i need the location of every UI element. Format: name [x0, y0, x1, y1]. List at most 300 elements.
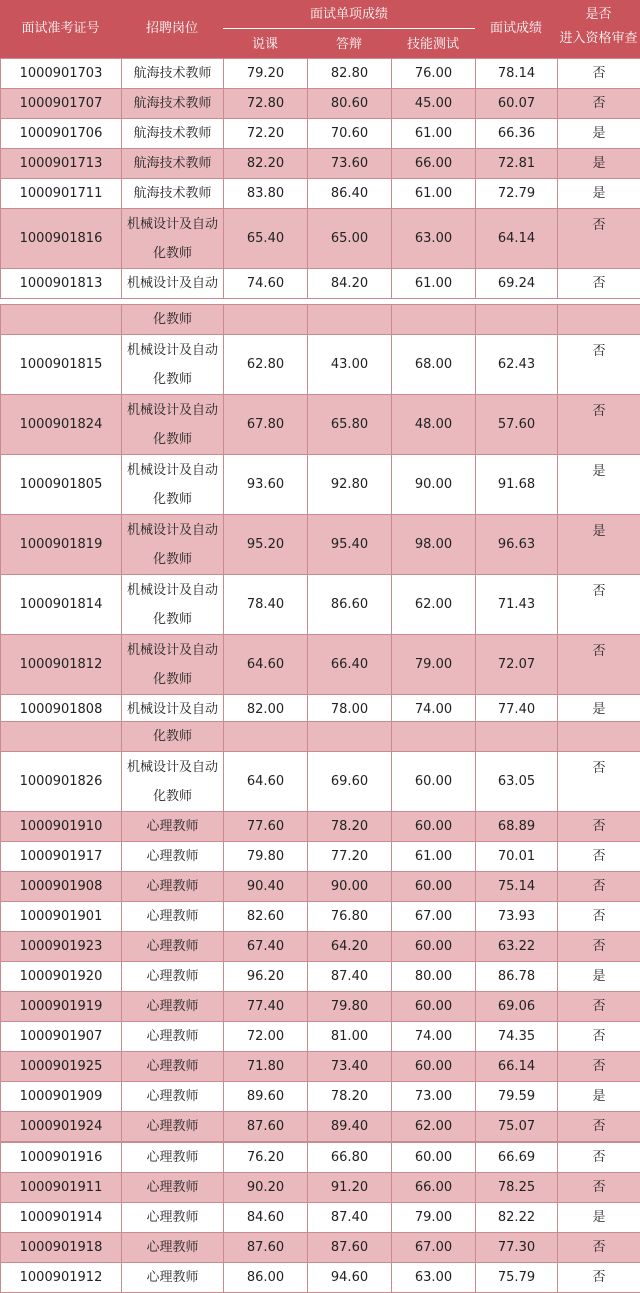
table-row	[1, 872, 640, 902]
skill-cell: 79.00	[392, 635, 476, 695]
qualify-cell: 否	[558, 59, 640, 89]
defense-cell: 65.00	[308, 209, 392, 269]
position-line: 机械设计及自动	[122, 396, 223, 425]
lecture-cell: 65.40	[224, 209, 308, 269]
position-cell	[122, 1173, 224, 1203]
defense-cell: 95.40	[308, 515, 392, 575]
position-line: 机械设计及自动	[122, 210, 223, 239]
position-cell	[122, 455, 224, 515]
score-table	[0, 58, 640, 299]
defense-cell: 94.60	[308, 1263, 392, 1293]
position-cell	[122, 119, 224, 149]
defense-cell	[308, 305, 392, 335]
qualify-cell: 否	[558, 1173, 640, 1203]
position-line: 化教师	[122, 485, 223, 514]
defense-cell: 78.20	[308, 812, 392, 842]
exam-id-cell	[1, 305, 122, 335]
table-row	[1, 335, 640, 395]
position-cell	[122, 902, 224, 932]
score-cell: 66.36	[476, 119, 558, 149]
defense-cell: 73.40	[308, 1052, 392, 1082]
skill-cell: 62.00	[392, 1112, 476, 1142]
table-row	[1, 515, 640, 575]
position-cell	[122, 1112, 224, 1142]
exam-id-cell: 1000901925	[1, 1052, 122, 1082]
position-line: 化教师	[122, 722, 223, 751]
table-row	[1, 89, 640, 119]
table-row	[1, 635, 640, 695]
defense-cell: 73.60	[308, 149, 392, 179]
exam-id-cell: 1000901711	[1, 179, 122, 209]
header-divider	[223, 28, 475, 29]
table-row	[1, 1263, 640, 1293]
position-cell	[122, 1022, 224, 1052]
defense-cell: 79.80	[308, 992, 392, 1022]
position-line: 心理教师	[122, 932, 223, 961]
position-cell	[122, 842, 224, 872]
lecture-cell: 79.80	[224, 842, 308, 872]
skill-cell: 60.00	[392, 1143, 476, 1173]
exam-id-cell: 1000901908	[1, 872, 122, 902]
qualify-cell: 否	[558, 1233, 640, 1263]
skill-cell: 61.00	[392, 179, 476, 209]
table-row	[1, 1052, 640, 1082]
lecture-cell: 74.60	[224, 269, 308, 299]
defense-cell: 87.40	[308, 962, 392, 992]
qualify-cell: 是	[558, 1082, 640, 1112]
lecture-cell: 67.40	[224, 932, 308, 962]
score-cell: 91.68	[476, 455, 558, 515]
defense-cell: 76.80	[308, 902, 392, 932]
skill-cell	[392, 722, 476, 752]
position-line: 心理教师	[122, 1022, 223, 1051]
qualify-cell: 是	[558, 515, 640, 575]
position-cell	[122, 752, 224, 812]
table-row	[1, 1233, 640, 1263]
score-cell: 78.25	[476, 1173, 558, 1203]
position-cell	[122, 575, 224, 635]
position-line: 心理教师	[122, 992, 223, 1021]
position-cell	[122, 962, 224, 992]
skill-cell	[392, 305, 476, 335]
position-cell	[122, 1082, 224, 1112]
exam-id-cell: 1000901815	[1, 335, 122, 395]
qualify-cell: 是	[558, 119, 640, 149]
score-cell: 82.22	[476, 1203, 558, 1233]
exam-id-cell: 1000901916	[1, 1143, 122, 1173]
skill-cell: 67.00	[392, 902, 476, 932]
position-cell	[122, 149, 224, 179]
header-score: 面试成绩	[475, 21, 557, 37]
position-cell	[122, 395, 224, 455]
exam-id-cell: 1000901813	[1, 269, 122, 299]
score-cell: 66.14	[476, 1052, 558, 1082]
qualify-cell: 是	[558, 179, 640, 209]
exam-id-cell: 1000901814	[1, 575, 122, 635]
position-cell	[122, 872, 224, 902]
position-line: 化教师	[122, 425, 223, 454]
defense-cell: 89.40	[308, 1112, 392, 1142]
position-cell	[122, 305, 224, 335]
position-line: 心理教师	[122, 872, 223, 901]
table-row	[1, 932, 640, 962]
exam-id-cell: 1000901713	[1, 149, 122, 179]
lecture-cell: 72.20	[224, 119, 308, 149]
exam-id-cell: 1000901808	[1, 695, 122, 725]
score-cell: 63.22	[476, 932, 558, 962]
position-cell	[122, 515, 224, 575]
qualify-cell: 否	[558, 89, 640, 119]
table-row	[1, 1143, 640, 1173]
table-block-4	[0, 1142, 640, 1293]
table-row	[1, 305, 640, 335]
skill-cell: 61.00	[392, 119, 476, 149]
table-row	[1, 179, 640, 209]
skill-cell: 67.00	[392, 1233, 476, 1263]
lecture-cell: 83.80	[224, 179, 308, 209]
position-cell	[122, 209, 224, 269]
table-block-2	[0, 304, 640, 725]
defense-cell: 65.80	[308, 395, 392, 455]
qualify-cell: 否	[558, 752, 640, 812]
score-cell: 96.63	[476, 515, 558, 575]
qualify-cell: 否	[558, 269, 640, 299]
position-line: 心理教师	[122, 1143, 223, 1172]
lecture-cell: 93.60	[224, 455, 308, 515]
qualify-cell	[558, 305, 640, 335]
table-row	[1, 149, 640, 179]
defense-cell: 86.60	[308, 575, 392, 635]
qualify-cell: 否	[558, 992, 640, 1022]
position-cell	[122, 932, 224, 962]
skill-cell: 74.00	[392, 695, 476, 725]
position-cell	[122, 992, 224, 1022]
exam-id-cell: 1000901923	[1, 932, 122, 962]
skill-cell: 74.00	[392, 1022, 476, 1052]
table-block-3	[0, 721, 640, 1142]
position-cell	[122, 179, 224, 209]
lecture-cell: 89.60	[224, 1082, 308, 1112]
header-group: 面试单项成绩	[223, 7, 475, 23]
lecture-cell: 90.40	[224, 872, 308, 902]
table-row	[1, 1173, 640, 1203]
header-qualify: 是否	[557, 7, 640, 23]
exam-id-cell: 1000901912	[1, 1263, 122, 1293]
score-cell: 69.06	[476, 992, 558, 1022]
exam-id-cell: 1000901924	[1, 1112, 122, 1142]
score-cell: 62.43	[476, 335, 558, 395]
qualify-cell: 是	[558, 695, 640, 725]
position-cell	[122, 812, 224, 842]
lecture-cell: 90.20	[224, 1173, 308, 1203]
skill-cell: 79.00	[392, 1203, 476, 1233]
position-line: 化教师	[122, 605, 223, 634]
qualify-cell: 否	[558, 1263, 640, 1293]
skill-cell: 60.00	[392, 872, 476, 902]
exam-id-cell: 1000901824	[1, 395, 122, 455]
qualify-cell: 否	[558, 1022, 640, 1052]
score-cell: 78.14	[476, 59, 558, 89]
table-row	[1, 59, 640, 89]
defense-cell: 84.20	[308, 269, 392, 299]
defense-cell: 87.40	[308, 1203, 392, 1233]
qualify-cell: 否	[558, 812, 640, 842]
skill-cell: 60.00	[392, 752, 476, 812]
position-line: 心理教师	[122, 1052, 223, 1081]
score-cell: 66.69	[476, 1143, 558, 1173]
qualify-cell: 否	[558, 395, 640, 455]
qualify-cell: 否	[558, 1143, 640, 1173]
lecture-cell: 77.40	[224, 992, 308, 1022]
score-cell: 75.07	[476, 1112, 558, 1142]
skill-cell: 66.00	[392, 1173, 476, 1203]
position-line: 航海技术教师	[122, 119, 223, 148]
score-cell: 60.07	[476, 89, 558, 119]
defense-cell: 78.00	[308, 695, 392, 725]
qualify-cell: 是	[558, 149, 640, 179]
defense-cell: 43.00	[308, 335, 392, 395]
header-qualify-2: 进入资格审查	[557, 31, 640, 47]
position-cell	[122, 1143, 224, 1173]
defense-cell: 82.80	[308, 59, 392, 89]
lecture-cell	[224, 305, 308, 335]
position-line: 心理教师	[122, 842, 223, 871]
skill-cell: 68.00	[392, 335, 476, 395]
table-block-1	[0, 58, 640, 299]
exam-id-cell: 1000901805	[1, 455, 122, 515]
score-table	[0, 721, 640, 1142]
table-row	[1, 455, 640, 515]
score-table	[0, 1142, 640, 1293]
position-line: 心理教师	[122, 1173, 223, 1202]
skill-cell: 66.00	[392, 149, 476, 179]
defense-cell: 78.20	[308, 1082, 392, 1112]
score-cell: 77.30	[476, 1233, 558, 1263]
lecture-cell: 62.80	[224, 335, 308, 395]
lecture-cell: 82.60	[224, 902, 308, 932]
exam-id-cell: 1000901909	[1, 1082, 122, 1112]
score-cell: 75.79	[476, 1263, 558, 1293]
table-row	[1, 1112, 640, 1142]
qualify-cell	[558, 722, 640, 752]
lecture-cell: 96.20	[224, 962, 308, 992]
exam-id-cell: 1000901703	[1, 59, 122, 89]
skill-cell: 80.00	[392, 962, 476, 992]
skill-cell: 48.00	[392, 395, 476, 455]
skill-cell: 60.00	[392, 992, 476, 1022]
skill-cell: 61.00	[392, 842, 476, 872]
lecture-cell: 95.20	[224, 515, 308, 575]
lecture-cell: 76.20	[224, 1143, 308, 1173]
score-cell: 72.07	[476, 635, 558, 695]
lecture-cell: 77.60	[224, 812, 308, 842]
table-row	[1, 812, 640, 842]
exam-id-cell: 1000901907	[1, 1022, 122, 1052]
score-cell: 63.05	[476, 752, 558, 812]
defense-cell: 80.60	[308, 89, 392, 119]
skill-cell: 60.00	[392, 932, 476, 962]
position-line: 机械设计及自动	[122, 456, 223, 485]
position-line: 心理教师	[122, 1082, 223, 1111]
qualify-cell: 否	[558, 1112, 640, 1142]
defense-cell: 77.20	[308, 842, 392, 872]
position-line: 航海技术教师	[122, 59, 223, 88]
exam-id-cell: 1000901816	[1, 209, 122, 269]
table-row	[1, 722, 640, 752]
skill-cell: 73.00	[392, 1082, 476, 1112]
qualify-cell: 否	[558, 575, 640, 635]
lecture-cell: 82.20	[224, 149, 308, 179]
qualify-cell: 否	[558, 1052, 640, 1082]
position-line: 机械设计及自动	[122, 516, 223, 545]
position-line: 心理教师	[122, 812, 223, 841]
table-row	[1, 1203, 640, 1233]
table-row	[1, 575, 640, 635]
skill-cell: 76.00	[392, 59, 476, 89]
score-cell: 72.79	[476, 179, 558, 209]
qualify-cell: 是	[558, 455, 640, 515]
skill-cell: 98.00	[392, 515, 476, 575]
table-header	[0, 0, 640, 58]
score-cell: 75.14	[476, 872, 558, 902]
defense-cell: 86.40	[308, 179, 392, 209]
score-cell: 72.81	[476, 149, 558, 179]
position-line: 机械设计及自动	[122, 753, 223, 782]
header-exam-id: 面试准考证号	[0, 21, 121, 37]
table-row	[1, 695, 640, 725]
qualify-cell: 是	[558, 1203, 640, 1233]
lecture-cell: 79.20	[224, 59, 308, 89]
exam-id-cell: 1000901707	[1, 89, 122, 119]
position-line: 航海技术教师	[122, 179, 223, 208]
table-row	[1, 209, 640, 269]
table-row	[1, 962, 640, 992]
lecture-cell: 72.80	[224, 89, 308, 119]
exam-id-cell: 1000901914	[1, 1203, 122, 1233]
exam-id-cell: 1000901920	[1, 962, 122, 992]
lecture-cell: 67.80	[224, 395, 308, 455]
lecture-cell: 84.60	[224, 1203, 308, 1233]
exam-id-cell: 1000901706	[1, 119, 122, 149]
position-cell	[122, 89, 224, 119]
position-line: 机械设计及自动	[122, 636, 223, 665]
skill-cell: 62.00	[392, 575, 476, 635]
table-row	[1, 395, 640, 455]
qualify-cell: 否	[558, 209, 640, 269]
qualify-cell: 否	[558, 872, 640, 902]
position-line: 心理教师	[122, 1233, 223, 1262]
exam-id-cell: 1000901826	[1, 752, 122, 812]
defense-cell: 64.20	[308, 932, 392, 962]
defense-cell: 66.40	[308, 635, 392, 695]
exam-id-cell: 1000901819	[1, 515, 122, 575]
position-cell	[122, 1203, 224, 1233]
table-row	[1, 752, 640, 812]
score-cell: 70.01	[476, 842, 558, 872]
table-row	[1, 902, 640, 932]
position-line: 航海技术教师	[122, 149, 223, 178]
position-line: 机械设计及自动	[122, 695, 223, 724]
position-cell	[122, 695, 224, 725]
qualify-cell: 否	[558, 635, 640, 695]
position-line: 化教师	[122, 782, 223, 811]
table-row	[1, 1022, 640, 1052]
table-row	[1, 1082, 640, 1112]
position-line: 化教师	[122, 239, 223, 268]
skill-cell: 63.00	[392, 209, 476, 269]
position-line: 机械设计及自动	[122, 336, 223, 365]
position-line: 心理教师	[122, 1112, 223, 1141]
lecture-cell: 64.60	[224, 635, 308, 695]
position-line: 化教师	[122, 305, 223, 334]
exam-id-cell: 1000901812	[1, 635, 122, 695]
score-table	[0, 304, 640, 725]
score-cell	[476, 305, 558, 335]
header-skill: 技能测试	[391, 37, 475, 53]
skill-cell: 90.00	[392, 455, 476, 515]
score-cell: 68.89	[476, 812, 558, 842]
score-cell: 73.93	[476, 902, 558, 932]
header-lecture: 说课	[223, 37, 307, 53]
position-line: 机械设计及自动	[122, 269, 223, 298]
exam-id-cell: 1000901901	[1, 902, 122, 932]
exam-id-cell: 1000901910	[1, 812, 122, 842]
defense-cell: 66.80	[308, 1143, 392, 1173]
lecture-cell: 78.40	[224, 575, 308, 635]
lecture-cell: 72.00	[224, 1022, 308, 1052]
exam-id-cell	[1, 722, 122, 752]
qualify-cell: 否	[558, 932, 640, 962]
qualify-cell: 是	[558, 962, 640, 992]
score-cell: 74.35	[476, 1022, 558, 1052]
position-line: 化教师	[122, 365, 223, 394]
table-row	[1, 842, 640, 872]
position-line: 心理教师	[122, 962, 223, 991]
score-cell	[476, 722, 558, 752]
position-cell	[122, 1263, 224, 1293]
position-line: 心理教师	[122, 1203, 223, 1232]
skill-cell: 45.00	[392, 89, 476, 119]
table-row	[1, 119, 640, 149]
position-cell	[122, 269, 224, 299]
position-line: 化教师	[122, 545, 223, 574]
skill-cell: 63.00	[392, 1263, 476, 1293]
lecture-cell	[224, 722, 308, 752]
qualify-cell: 否	[558, 842, 640, 872]
lecture-cell: 82.00	[224, 695, 308, 725]
position-line: 机械设计及自动	[122, 576, 223, 605]
lecture-cell: 87.60	[224, 1112, 308, 1142]
qualify-cell: 否	[558, 335, 640, 395]
header-position: 招聘岗位	[121, 21, 223, 37]
position-cell	[122, 1052, 224, 1082]
position-cell	[122, 59, 224, 89]
skill-cell: 60.00	[392, 812, 476, 842]
score-cell: 64.14	[476, 209, 558, 269]
defense-cell	[308, 722, 392, 752]
defense-cell: 70.60	[308, 119, 392, 149]
skill-cell: 60.00	[392, 1052, 476, 1082]
defense-cell: 92.80	[308, 455, 392, 515]
lecture-cell: 87.60	[224, 1233, 308, 1263]
exam-id-cell: 1000901919	[1, 992, 122, 1022]
table-row	[1, 269, 640, 299]
position-cell	[122, 335, 224, 395]
qualify-cell: 否	[558, 902, 640, 932]
score-cell: 77.40	[476, 695, 558, 725]
defense-cell: 69.60	[308, 752, 392, 812]
position-line: 航海技术教师	[122, 89, 223, 118]
